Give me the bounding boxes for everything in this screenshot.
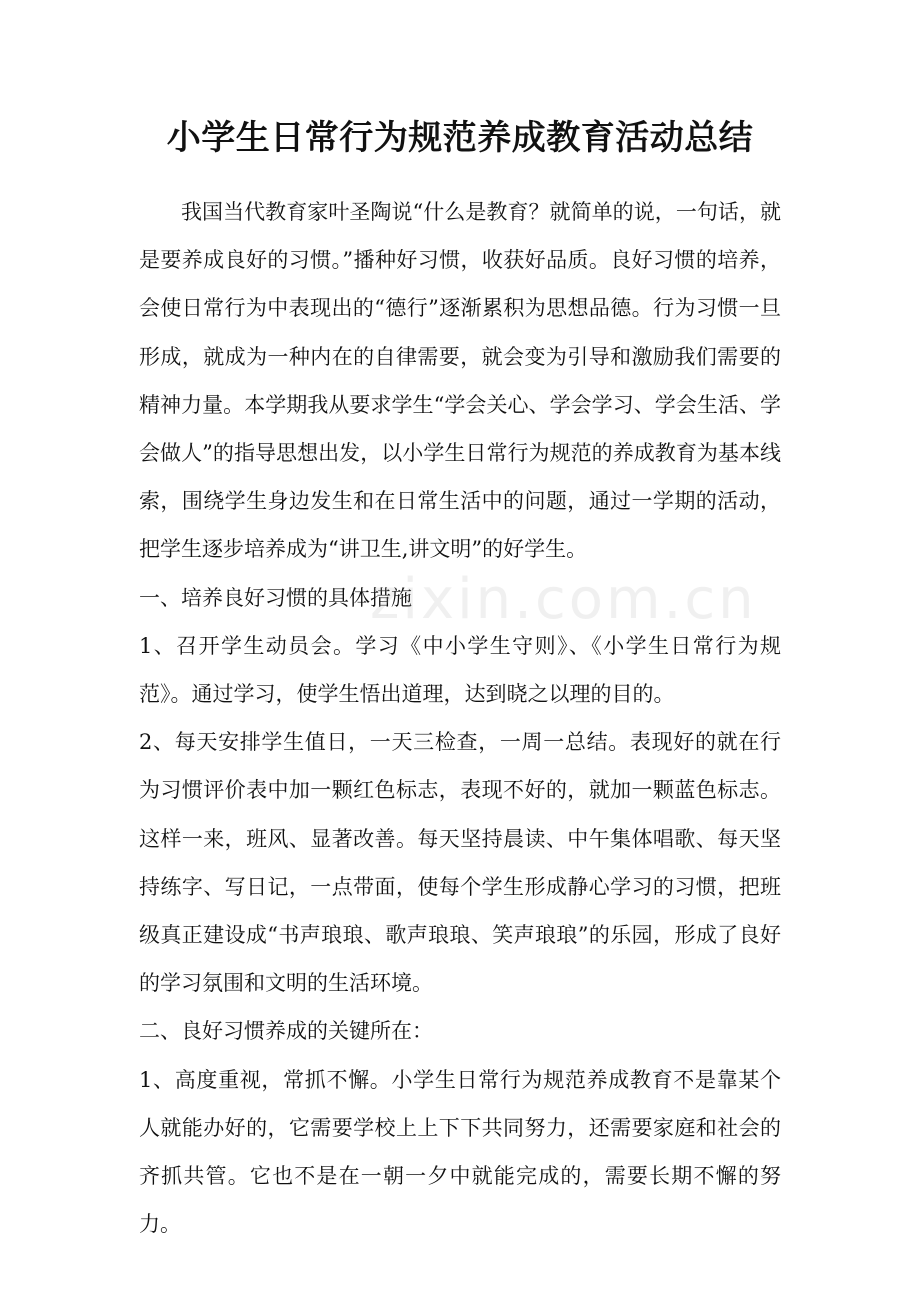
paragraph-intro: 我国当代教育家叶圣陶说“什么是教育？就简单的说，一句话，就是要养成良好的习惯。”播种好习惯，收获好品质。良好习惯的培养，会使日常行为中表现出的“德行”逐渐累积为思想品德。行为习惯一旦形成，就成为一种内在的自律需要，就会变为引导和激励我们需要的精神力量。本学期我从要求学生“学会关心、学会学习、学会生活、学会做人”的指导思想出发，以小学生日常行为规范的养成教育为基本线索，围绕学生身边发生和在日常生活中的问题，通过一学期的活动，把学生逐步培养成为“讲卫生,讲文明”的好学生。 <box>139 200 781 562</box>
paragraph-key-1: 1、高度重视，常抓不懈。小学生日常行为规范养成教育不是靠某个人就能办好的，它需要学校上上下下共同努力，还需要家庭和社会的齐抓共管。它也不是在一朝一夕中就能完成的，需要长期不懈的努力。 <box>139 1067 781 1237</box>
document-title: 小学生日常行为规范养成教育活动总结 <box>166 118 754 158</box>
section-heading-1: 一、培养良好习惯的具体措施 <box>139 585 412 610</box>
paragraph-measure-2: 2、每天安排学生值日，一天三检查，一周一总结。表现好的就在行为习惯评价表中加一颗红色标志，表现不好的，就加一颗蓝色标志。这样一来，班风、显著改善。每天坚持晨读、中午集体唱歌、每天坚持练字、写日记，一点带面，使每个学生形成静心学习的习惯，把班级真正建设成“书声琅琅、歌声琅琅、笑声琅琅”的乐园，形成了良好的学习氛围和文明的生活环境。 <box>139 730 781 996</box>
watermark-text: zixin.com.cn <box>370 567 757 632</box>
document-body <box>139 188 781 1248</box>
paragraph-measure-1: 1、召开学生动员会。学习《中小学生守则》、《小学生日常行为规范》。通过学习，使学生悟出道理，达到晓之以理的目的。 <box>139 633 781 707</box>
section-heading-2: 二、良好习惯养成的关键所在： <box>139 1019 433 1044</box>
